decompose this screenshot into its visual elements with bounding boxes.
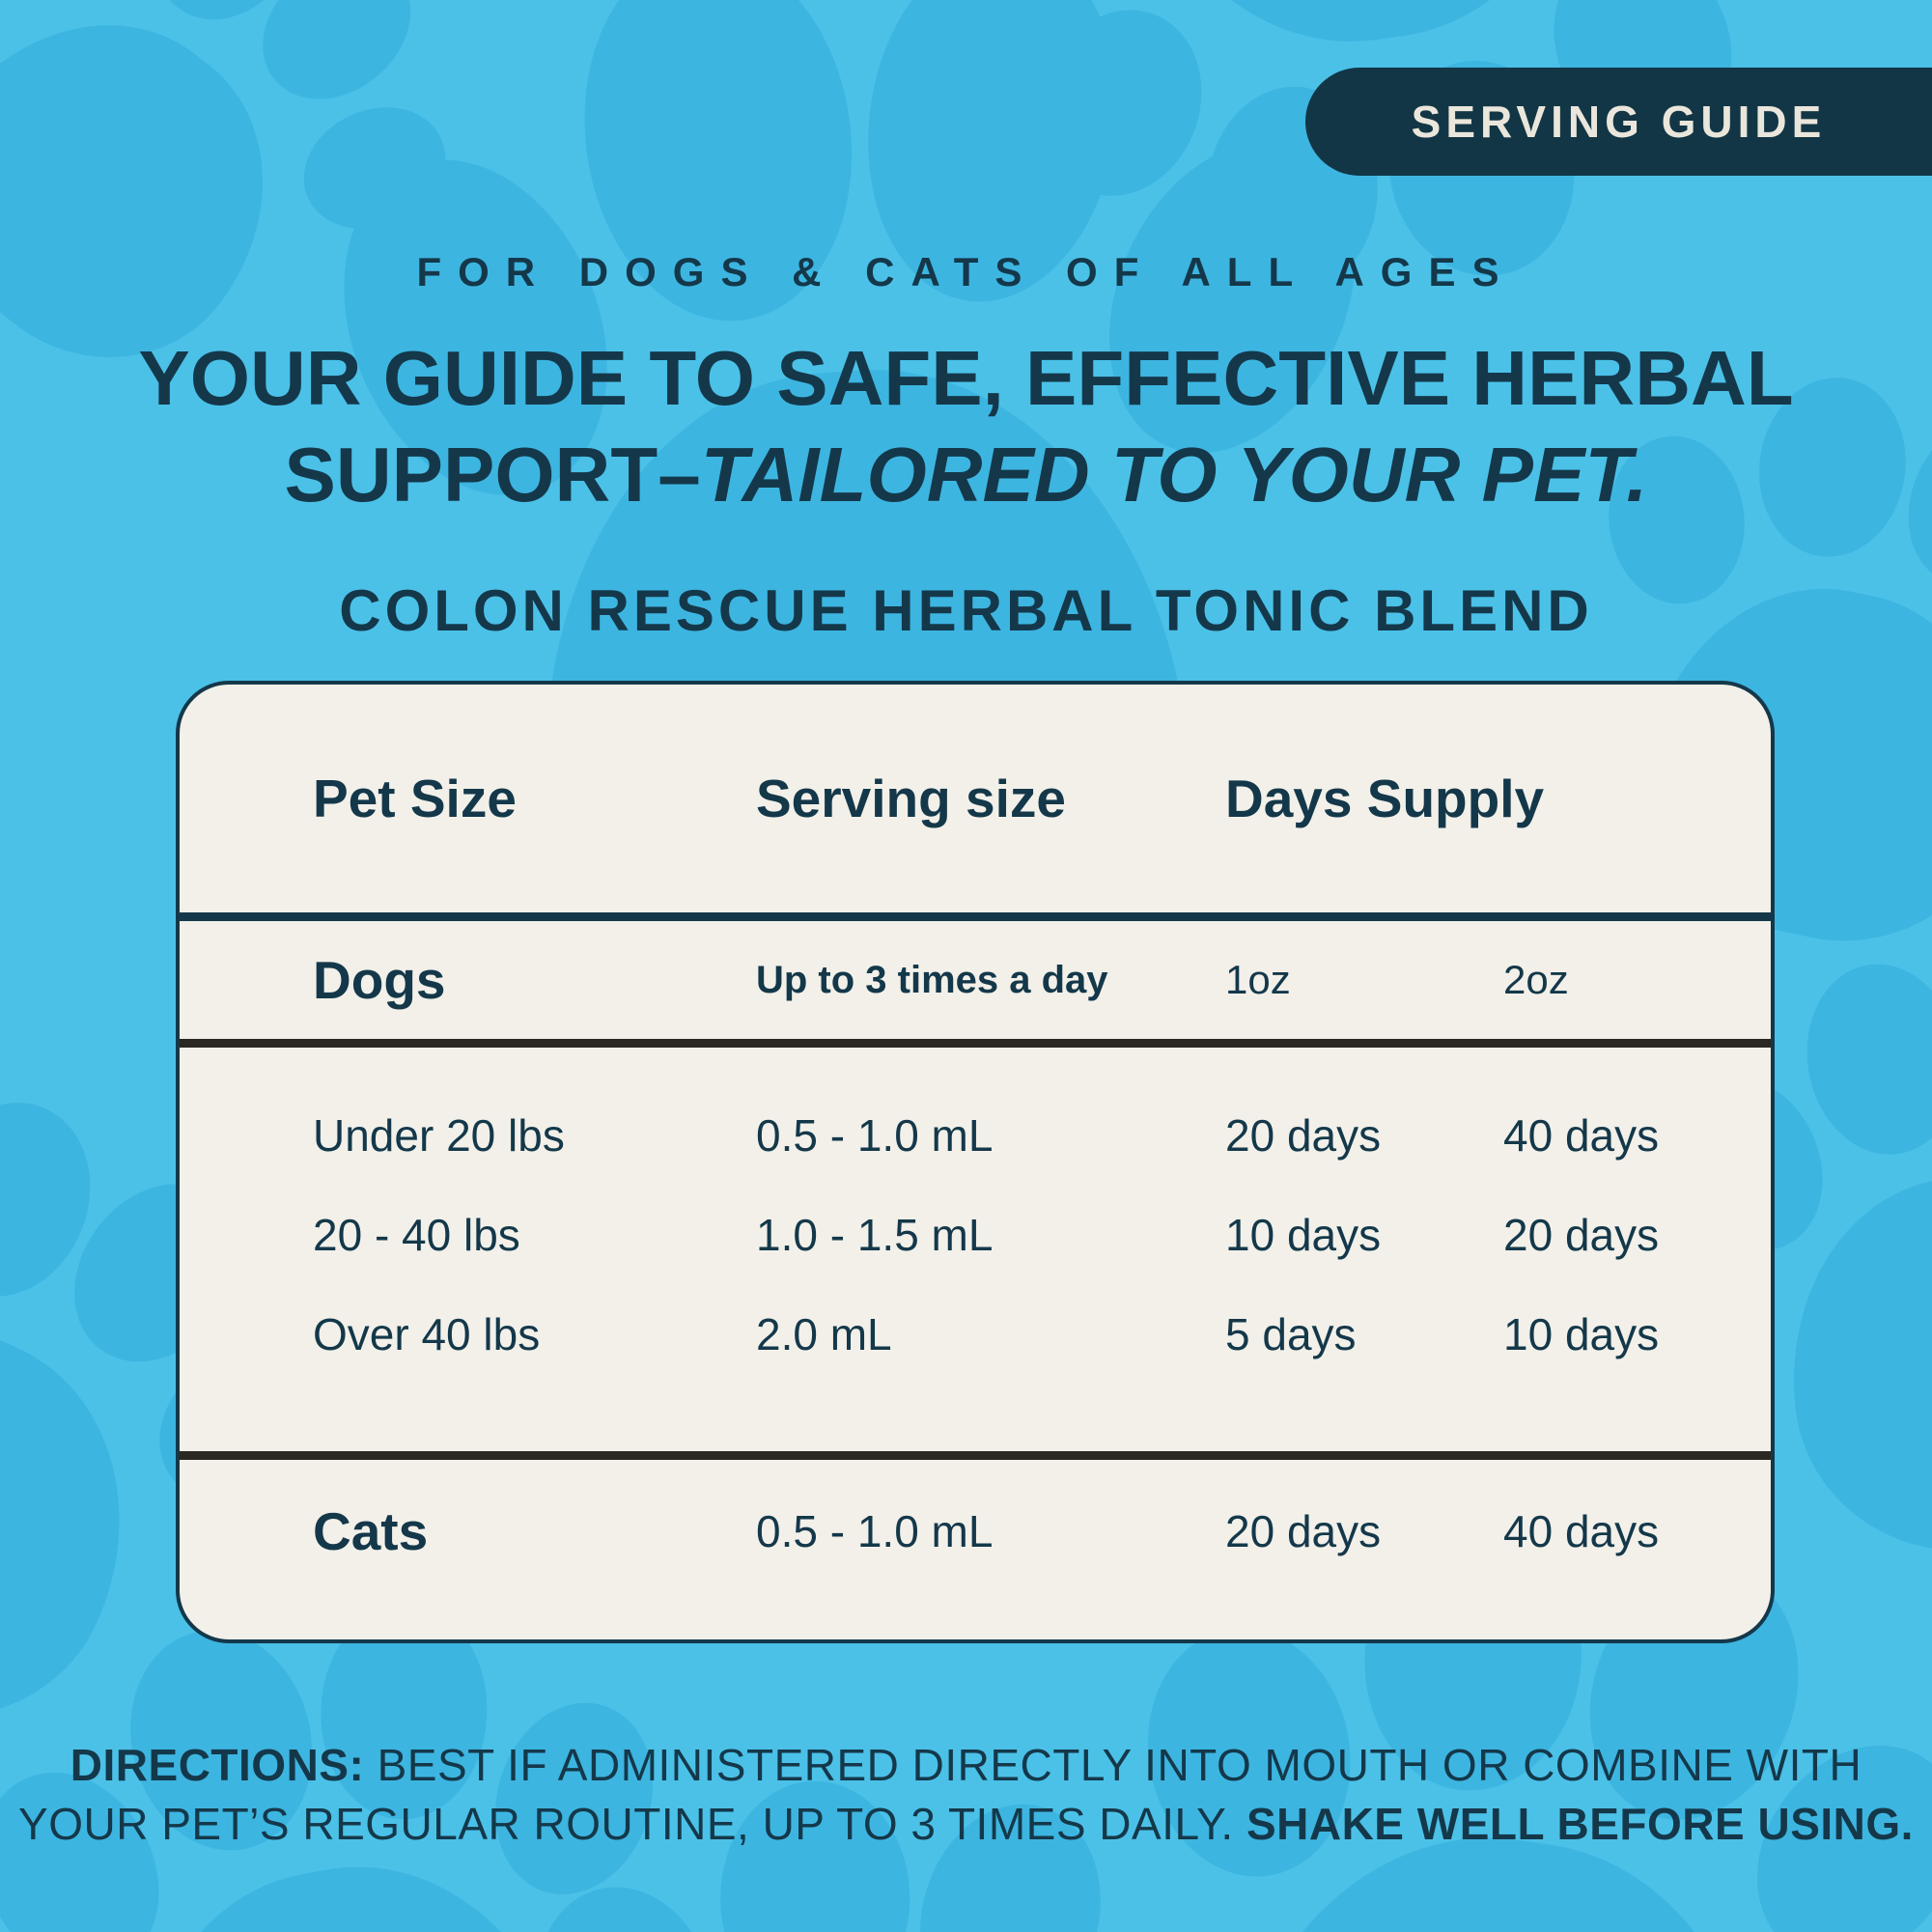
cats-supply-1oz: 20 days: [1225, 1506, 1382, 1556]
badge-label: SERVING GUIDE: [1411, 97, 1827, 147]
directions-text: [0, 1736, 1932, 1854]
pet-size-cell: 20 - 40 lbs: [313, 1209, 520, 1260]
supply-1oz-cell: 10 days: [1225, 1209, 1382, 1260]
serving-cell: 2.0 mL: [756, 1308, 892, 1359]
shake-well-note: SHAKE WELL BEFORE USING.: [1246, 1799, 1914, 1849]
cats-supply-2oz: 40 days: [1503, 1506, 1660, 1556]
pet-size-cell: Over 40 lbs: [313, 1308, 541, 1359]
dogs-2oz: 2oz: [1503, 957, 1569, 1002]
divider: [180, 1039, 1771, 1048]
directions-line-2: YOUR PET’S REGULAR ROUTINE, UP TO 3 TIMES DAILY. SHAKE WELL BEFORE USING.: [18, 1799, 1914, 1849]
heading-line-1: YOUR GUIDE TO SAFE, EFFECTIVE HERBAL: [138, 335, 1794, 421]
table-row: [180, 1186, 1771, 1285]
divider: [180, 1451, 1771, 1460]
divider: [180, 912, 1771, 921]
cats-row: [180, 1460, 1771, 1639]
dogs-label: Dogs: [313, 950, 446, 1010]
directions-label: DIRECTIONS:: [70, 1740, 365, 1790]
col-header-days-supply: Days Supply: [1225, 769, 1545, 828]
dogs-1oz: 1oz: [1225, 957, 1291, 1002]
supply-2oz-cell: 40 days: [1503, 1110, 1660, 1162]
dogs-row: [180, 921, 1771, 1039]
product-name: COLON RESCUE HERBAL TONIC BLEND: [339, 578, 1593, 643]
dogs-serving: Up to 3 times a day: [756, 958, 1108, 1001]
supply-1oz-cell: 20 days: [1225, 1110, 1382, 1162]
directions-line-1: DIRECTIONS: BEST IF ADMINISTERED DIRECTLY INTO MOUTH OR COMBINE WITH: [70, 1740, 1862, 1790]
cats-serving: 0.5 - 1.0 mL: [756, 1506, 994, 1556]
supply-2oz-cell: 20 days: [1503, 1209, 1660, 1260]
supply-2oz-cell: 10 days: [1503, 1308, 1660, 1359]
serving-cell: 0.5 - 1.0 mL: [756, 1110, 994, 1162]
serving-table-card: [176, 681, 1775, 1643]
eyebrow-text: FOR DOGS & CATS OF ALL AGES: [416, 249, 1516, 294]
cats-label: Cats: [313, 1501, 429, 1561]
col-header-pet-size: Pet Size: [313, 769, 517, 828]
table-header-row: [180, 685, 1771, 912]
weight-rows-section: [180, 1048, 1771, 1451]
table-row: [180, 1086, 1771, 1186]
supply-1oz-cell: 5 days: [1225, 1308, 1357, 1359]
main-heading: [0, 330, 1932, 523]
serving-guide-badge: [1305, 68, 1932, 176]
heading-italic-segment: TAILORED TO YOUR PET.: [700, 432, 1648, 518]
table-row: [180, 1284, 1771, 1384]
serving-cell: 1.0 - 1.5 mL: [756, 1209, 994, 1260]
col-header-serving-size: Serving size: [756, 769, 1066, 828]
heading-line-2: SUPPORT–TAILORED TO YOUR PET.: [284, 432, 1648, 518]
pet-size-cell: Under 20 lbs: [313, 1110, 565, 1162]
